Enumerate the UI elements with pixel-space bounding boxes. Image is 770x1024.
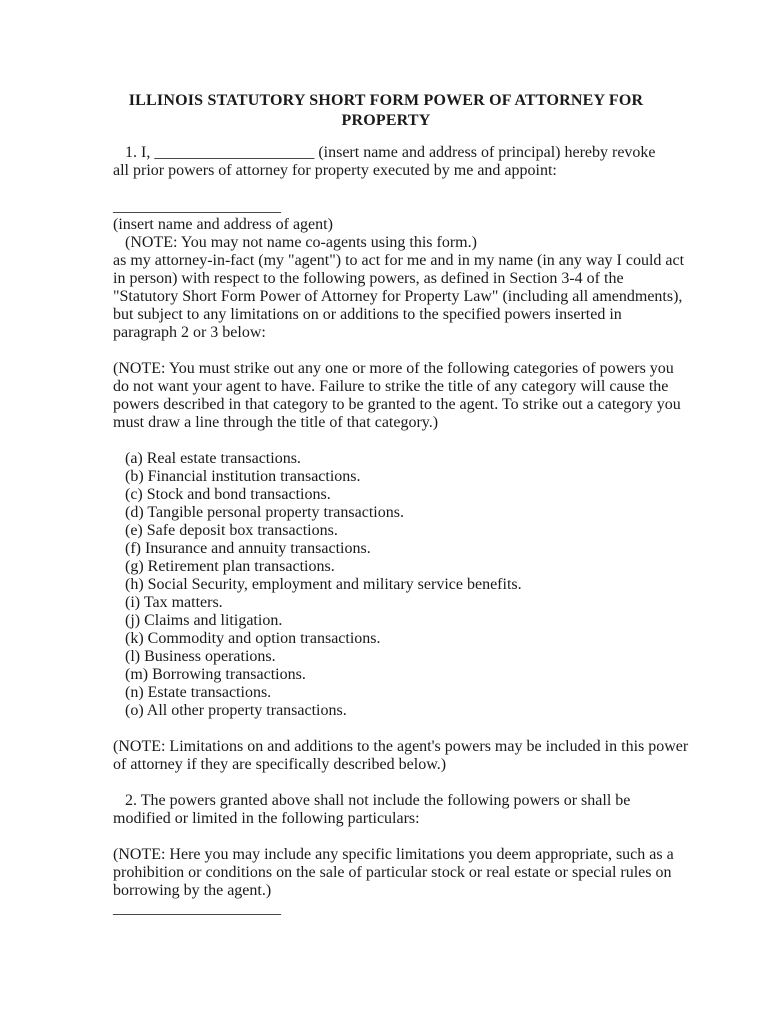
text-line <box>113 144 659 162</box>
strike-note <box>113 360 681 432</box>
text-line: "Statutory Short Form Power of Attorney for Property Law" (including all amendments), <box>113 288 683 305</box>
text-line: powers described in that category to be granted to the agent. To strike out a category you <box>113 396 681 413</box>
text-line: must draw a line through the title of that category.) <box>113 414 439 431</box>
text-line: (NOTE: Here you may include any specific limitations you deem appropriate, such as a <box>113 846 674 863</box>
powers-item-g: (g) Retirement plan transactions. <box>113 558 335 575</box>
powers-item-o: (o) All other property transactions. <box>113 702 347 719</box>
text-line: (insert name and address of agent) <box>113 216 333 233</box>
document-page <box>113 91 689 936</box>
text-line: prohibition or conditions on the sale of particular stock or real estate or special rules on <box>113 864 672 881</box>
powers-item-m: (m) Borrowing transactions. <box>113 666 306 683</box>
agent-name-blank[interactable]: _____________________ <box>113 198 281 215</box>
powers-item-h: (h) Social Security, employment and military service benefits. <box>113 576 522 593</box>
text-line: of attorney if they are specifically described below.) <box>113 756 447 773</box>
text-line: modified or limited in the following particulars: <box>113 810 420 827</box>
agent-paragraph <box>113 216 685 342</box>
text-line: in person) with respect to the following powers, as defined in Section 3-4 of the <box>113 270 624 287</box>
powers-item-c: (c) Stock and bond transactions. <box>113 486 331 503</box>
powers-item-d: (d) Tangible personal property transactions. <box>113 504 404 521</box>
agent-blank-block <box>113 198 659 216</box>
powers-item-e: (e) Safe deposit box transactions. <box>113 522 338 539</box>
text-line: 2. The powers granted above shall not include the following powers or shall be <box>113 792 631 809</box>
document-title <box>113 91 659 131</box>
text-line: all prior powers of attorney for property executed by me and appoint: <box>113 162 557 179</box>
title-line-2: PROPERTY <box>341 112 431 129</box>
powers-list <box>113 450 659 720</box>
limitations-blank-block <box>113 900 659 918</box>
powers-item-k: (k) Commodity and option transactions. <box>113 630 381 647</box>
powers-item-i: (i) Tax matters. <box>113 594 223 611</box>
powers-item-j: (j) Claims and litigation. <box>113 612 283 629</box>
title-line-1: ILLINOIS STATUTORY SHORT FORM POWER OF ATTORNEY FOR <box>128 92 644 109</box>
principal-name-blank[interactable]: ____________________ <box>154 144 315 161</box>
text-line: but subject to any limitations on or additions to the specified powers inserted in <box>113 306 622 323</box>
powers-item-a: (a) Real estate transactions. <box>113 450 301 467</box>
powers-item-n: (n) Estate transactions. <box>113 684 272 701</box>
powers-item-f: (f) Insurance and annuity transactions. <box>113 540 371 557</box>
text-line: paragraph 2 or 3 below: <box>113 324 266 341</box>
intro-suffix: (insert name and address of principal) hereby revoke <box>314 144 656 161</box>
powers-item-b: (b) Financial institution transactions. <box>113 468 361 485</box>
limitations-blank[interactable]: _____________________ <box>113 900 281 917</box>
intro-paragraph <box>113 144 659 180</box>
powers-item-l: (l) Business operations. <box>113 648 276 665</box>
text-line: (NOTE: You must strike out any one or more of the following categories of powers you <box>113 360 674 377</box>
text-line: (NOTE: You may not name co-agents using this form.) <box>113 234 477 251</box>
text-line: as my attorney-in-fact (my "agent") to act for me and in my name (in any way I could act <box>113 252 685 269</box>
text-line: (NOTE: Limitations on and additions to the agent's powers may be included in this power <box>113 738 689 755</box>
specific-limitations-note <box>113 846 674 900</box>
text-line: do not want your agent to have. Failure to strike the title of any category will cause the <box>113 378 669 395</box>
paragraph-2 <box>113 792 659 828</box>
intro-prefix: 1. I, <box>113 144 155 161</box>
text-line: borrowing by the agent.) <box>113 882 272 899</box>
limitations-note <box>113 738 689 774</box>
